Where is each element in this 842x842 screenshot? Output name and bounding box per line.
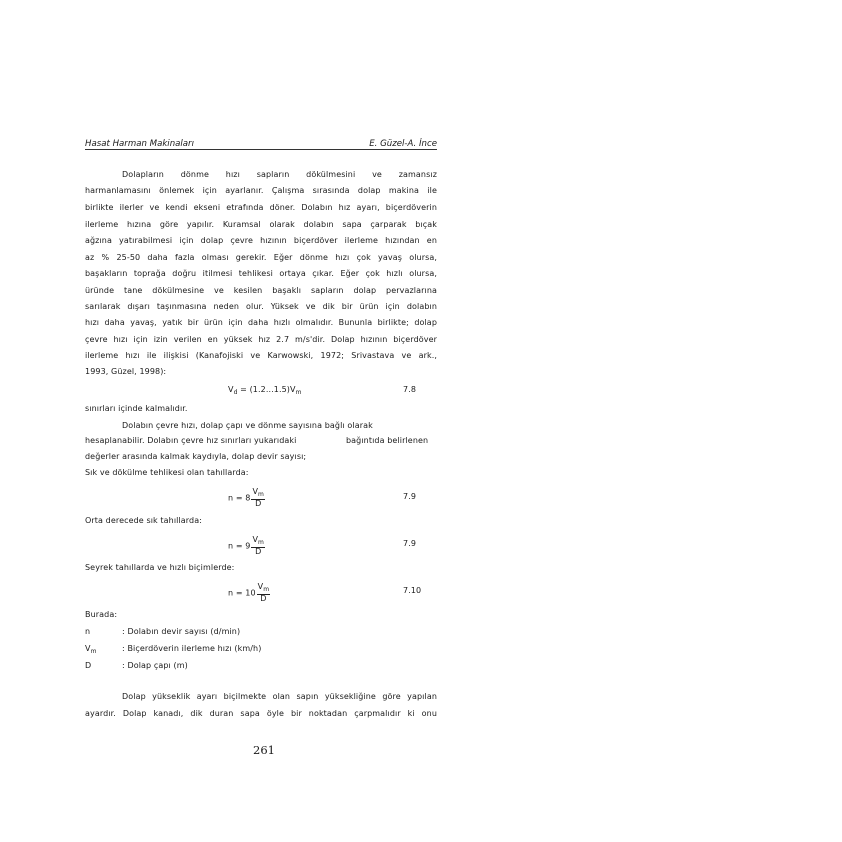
header-rule: [85, 149, 437, 150]
paragraph-line: birlikte ilerler ve kendi ekseni etrafında döner. Dolabın hız ayarı, biçerdöverin: [85, 203, 437, 212]
paragraph-line: az % 25-50 daha fazla olması gerekir. Eğer dönme hızı çok yavaş olursa,: [85, 253, 437, 262]
paragraph-line: hesaplanabilir. Dolabın çevre hız sınırları yukarıdaki: [85, 436, 297, 445]
equation-7-9-dense: [228, 488, 265, 508]
fraction-denominator: D: [255, 499, 262, 508]
equation-lhs: n = 9: [228, 541, 251, 551]
paragraph-line: Dolapların dönme hızı sapların dökülmesini ve zamansız: [122, 170, 437, 179]
equation-7-10: [228, 583, 270, 603]
equation-subscript: m: [258, 539, 264, 546]
fraction-numerator: V: [252, 487, 259, 496]
paragraph-line: ayardır. Dolap kanadı, dik duran sapa öyle bir noktadan çarpmalıdır ki onu: [85, 709, 437, 718]
equation-lhs: n = 8: [228, 493, 251, 503]
definition-symbol: $V_m$: [85, 644, 97, 655]
definition-text: : Dolap çapı (m): [122, 661, 188, 670]
page-number: 261: [253, 743, 275, 757]
equation-number: 7.8: [403, 385, 417, 394]
case-label: Sık ve dökülme tehlikesi olan tahıllarda:: [85, 468, 249, 477]
case-label: Seyrek tahıllarda ve hızlı biçimlerde:: [85, 563, 235, 572]
paragraph-line: değerler arasında kalmak kaydıyla, dolap devir sayısı;: [85, 452, 307, 461]
equation-subscript: m: [263, 586, 270, 593]
paragraph-line: ilerleme hızı ile ilişkisi (Kanafojiski ve Karwowski, 1972; Srivastava ve ark.,: [85, 351, 437, 360]
fraction: [251, 488, 265, 508]
fraction-denominator: D: [255, 547, 262, 556]
paragraph-line: bağıntıda belirlenen: [346, 436, 429, 445]
equation-lhs: V: [228, 385, 234, 394]
paragraph-line: ilerleme hızına göre yapılır. Kuramsal olarak dolabın sapa çarparak bıçak: [85, 220, 437, 229]
paragraph-line: Dolabın çevre hızı, dolap çapı ve dönme sayısına bağlı olarak: [122, 421, 373, 430]
running-header-authors: E. Güzel-A. İnce: [369, 139, 437, 149]
paragraph-line: başakların toprağa doğru itilmesi tehlikesi ortaya çıkar. Eğer çok hızlı olursa,: [85, 269, 437, 278]
equation-number: 7.9: [403, 492, 417, 501]
paragraph-line: sınırları içinde kalmalıdır.: [85, 404, 188, 413]
fraction-numerator: V: [252, 535, 259, 544]
paragraph-line: sarılarak dışarı taşınmasına neden olur. Yüksek ve dik bir ürün için dolabın: [85, 302, 437, 311]
case-label: Orta derecede sık tahıllarda:: [85, 516, 203, 525]
equation-subscript: m: [258, 491, 264, 498]
fraction-numerator: V: [257, 582, 264, 591]
equation-lhs: n = 10: [228, 588, 256, 598]
fraction: [251, 536, 265, 556]
equation-body: = (1.2...1.5)V: [237, 385, 296, 394]
equation-7-9-medium: [228, 536, 265, 556]
fraction-denominator: D: [260, 594, 267, 603]
fraction: [257, 583, 271, 603]
paragraph-line: üründe tane dökülmesine ve kesilen başaklı sapların dolap pervazlarına: [85, 286, 437, 295]
equation-number: 7.9: [403, 539, 417, 548]
equation-subscript: d: [233, 389, 238, 396]
equation-number: 7.10: [403, 586, 422, 595]
paragraph-line: ağzına yatırabilmesi için dolap çevre hızının biçerdöver ilerleme hızından en: [85, 236, 437, 245]
definition-text: : Dolabın devir sayısı (d/min): [122, 627, 241, 636]
paragraph-line: hızı daha yavaş, yatık bir ürün için daha hızlı olmalıdır. Bununla birlikte; dolap: [85, 318, 437, 327]
equation-7-8: [228, 385, 302, 396]
definition-text: : Biçerdöverin ilerleme hızı (km/h): [122, 644, 262, 653]
paragraph-line: 1993, Güzel, 1998):: [85, 367, 167, 376]
running-header-title: Hasat Harman Makinaları: [85, 139, 194, 149]
definition-symbol: n: [85, 627, 91, 636]
paragraph-line: Dolap yükseklik ayarı biçilmekte olan sapın yüksekliğine göre yapılan: [122, 692, 437, 701]
equation-subscript: m: [295, 389, 302, 396]
definition-symbol: D: [85, 661, 92, 670]
where-label: Burada:: [85, 610, 118, 619]
paragraph-line: çevre hızı için izin verilen en yüksek hız 2.7 m/s'dir. Dolap hızının biçerdöver: [85, 335, 437, 344]
paragraph-line: harmanlamasını önlemek için ayarlanır. Çalışma sırasında dolap makina ile: [85, 186, 437, 195]
